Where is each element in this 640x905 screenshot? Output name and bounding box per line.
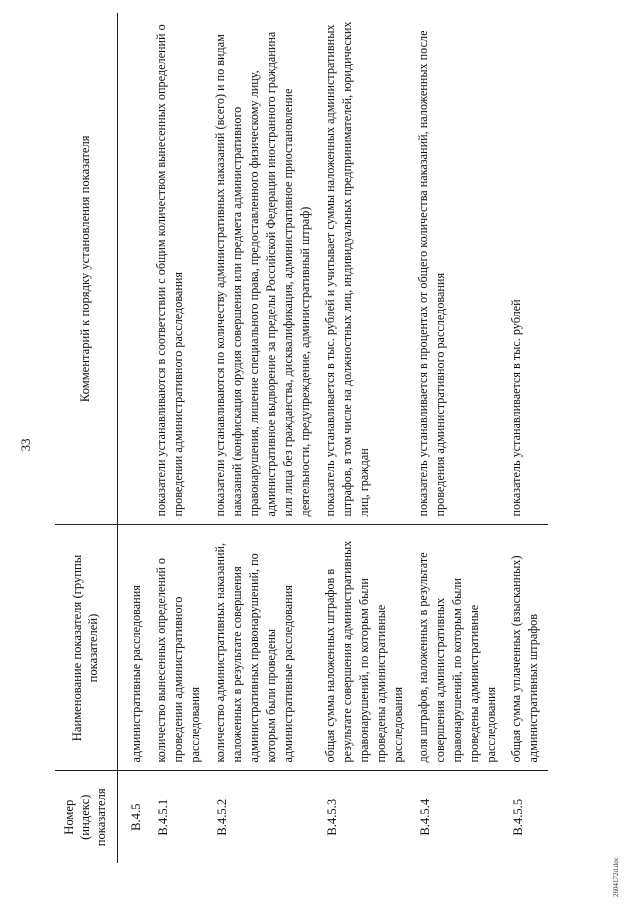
row-comment: показатель устанавливается в тыс. рублей — [509, 299, 523, 517]
row-number: B.4.5.1 — [151, 771, 210, 863]
row-number: B.4.5.2 — [210, 771, 320, 863]
row-name: общая сумма наложенных штрафов в результате совершения административных правонарушений, по которым были проведены административные расследования — [320, 525, 413, 771]
row-comment: показатель устанавливается в процентах от общего количества наказаний, наложенных после проведения административного расследования — [416, 30, 447, 517]
table-row — [413, 13, 506, 863]
indicators-table — [55, 13, 548, 863]
header-comment: Комментарий к порядку установления показателя — [55, 13, 118, 525]
table-row — [506, 13, 548, 863]
row-name: доля штрафов, наложенных в результате совершения административных правонарушений, по которым были проведены административные расследования — [413, 525, 506, 771]
row-name: общая сумма уплаченных (взысканных) административных штрафов — [506, 525, 548, 771]
table-row — [118, 13, 152, 863]
header-name: Наименование показателя (группы показателей) — [55, 525, 118, 771]
row-number: B.4.5.5 — [506, 771, 548, 863]
table-row — [151, 13, 210, 863]
row-name: количество административных наказаний, наложенных в результате совершения административных правонарушений, по которым были проведены административные расследования — [210, 525, 320, 771]
row-comment — [118, 13, 152, 525]
page-number: 33 — [18, 438, 33, 452]
header-number: Номер (индекс) показателя — [55, 771, 118, 863]
document-reference: 2604172d.doc — [612, 857, 620, 897]
row-comment: показатель устанавливается в тыс. рублей и учитывает суммы наложенных административных штрафов, в том числе на должностных лиц, индивидуальных предпринимателей, юридических лиц, граждан — [323, 21, 371, 517]
row-number: B.4.5.4 — [413, 771, 506, 863]
table-header-row — [55, 13, 118, 863]
row-name: количество вынесенных определений о проведении административного расследования — [151, 525, 210, 771]
table-row — [320, 13, 413, 863]
row-number: B.4.5.3 — [320, 771, 413, 863]
row-number: B.4.5 — [118, 771, 152, 863]
row-comment: показатели устанавливаются в соответствии с общим количеством вынесенных определений о проведении административного расследования — [154, 24, 185, 517]
table-row — [210, 13, 320, 863]
row-name: административные расследования — [118, 525, 152, 771]
row-comment: показатели устанавливаются по количеству административных наказаний (всего) и по видам наказаний (конфискация орудия совершения или предмета административного правонарушения, лишение специального права, предоставленного физическому лицу, административное выдворение за пределы Российской Федерации иностранного гражданина или лица без гражданства, дисквалификация, административное приостановление деятельности, предупреждение, административный штраф) — [213, 31, 312, 517]
